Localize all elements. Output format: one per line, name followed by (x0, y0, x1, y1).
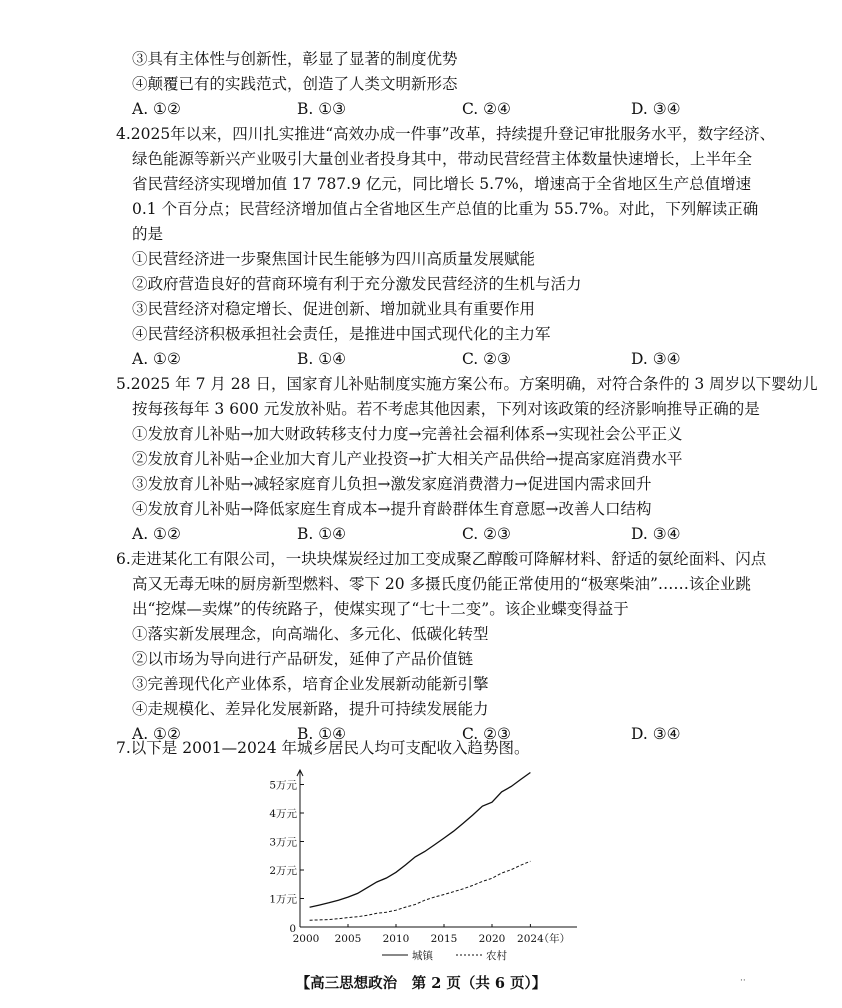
y-tick-label: 4万元 (269, 808, 297, 820)
q6-statement-4: ④走规模化、差异化发展新路，提升可持续发展能力 (132, 700, 489, 718)
q5-stem-line-2: 按每孩每年 3 600 元发放补贴。若不考虑其他因素，下列对该政策的经济影响推导正确的是 (132, 400, 760, 418)
q5-option-a: A. ①② (132, 525, 181, 543)
legend-label-urban: 城镇 (412, 950, 433, 962)
q4-stem-line-4: 0.1 个百分点；民营经济增加值占全省地区生产总值的比重为 55.7%。对此，下列解读正确 (132, 200, 759, 218)
q5-statement-4: ④发放育儿补贴→降低家庭生育成本→提升育龄群体生育意愿→改善人口结构 (132, 500, 652, 518)
q6-option-a: A. ①② (132, 725, 181, 743)
x-tick-label: 2005 (334, 933, 362, 945)
legend-label-rural: 农村 (486, 950, 507, 962)
q3-statement-4: ④颠覆已有的实践范式，创造了人类文明新形态 (132, 75, 458, 93)
q3-option-a: A. ①② (132, 100, 181, 118)
q4-statement-4: ④民营经济积极承担社会责任，是推进中国式现代化的主力军 (132, 325, 551, 343)
q5-option-c: C. ②③ (462, 525, 511, 543)
q5-statement-1: ①发放育儿补贴→加大财政转移支付力度→完善社会福利体系→实现社会公平正义 (132, 425, 683, 443)
q6-stem-line-1: 6.走进某化工有限公司，一块块煤炭经过加工变成聚乙醇酸可降解材料、舒适的氨纶面料、闪点 (116, 550, 767, 568)
q5-statement-3: ③发放育儿补贴→减轻家庭育儿负担→激发家庭消费潜力→促进国内需求回升 (132, 475, 652, 493)
corner-mark: ·· (740, 976, 746, 986)
x-tick-label: 2024 (517, 933, 544, 945)
q4-option-c: C. ②③ (462, 350, 511, 368)
q4-statement-3: ③民营经济对稳定增长、促进创新、增加就业具有重要作用 (132, 300, 536, 318)
q4-stem-line-5: 的是 (132, 225, 164, 243)
q6-stem-line-3: 出“挖煤—卖煤”的传统路子，使煤实现了“七十二变”。该企业蝶变得益于 (132, 600, 629, 618)
q4-statement-1: ①民营经济进一步聚焦国计民生能够为四川高质量发展赋能 (132, 250, 536, 268)
y-tick-label: 3万元 (269, 836, 297, 849)
y-tick-label: 2万元 (269, 865, 297, 877)
q5-statement-2: ②发放育儿补贴→企业加大育儿产业投资→扩大相关产品供给→提高家庭消费水平 (132, 450, 683, 468)
q3-option-d: D. ③④ (631, 100, 681, 118)
q4-option-a: A. ①② (132, 350, 181, 368)
q4-statement-2: ②政府营造良好的营商环境有利于充分激发民营经济的生机与活力 (132, 275, 582, 293)
q6-stem-line-2: 高又无毒无味的厨房新型燃料、零下 20 多摄氏度仍能正常使用的“极寒柴油”……该企业跳 (132, 575, 751, 593)
q4-stem-line-1: 4.2025年以来，四川扎实推进“高效办成一件事”改革，持续提升登记审批服务水平，数字经济、 (116, 125, 776, 143)
x-tick-label: 2010 (382, 933, 410, 945)
y-tick-label: 1万元 (269, 893, 297, 906)
q5-stem-line-1: 5.2025 年 7 月 28 日，国家育儿补贴制度实施方案公布。方案明确，对符合条件的 3 周岁以下婴幼儿 (116, 375, 818, 393)
x-axis-label: （年） (538, 933, 571, 945)
q4-option-d: D. ③④ (631, 350, 681, 368)
q5-option-d: D. ③④ (631, 525, 681, 543)
q6-statement-2: ②以市场为导向进行产品研发，延伸了产品价值链 (132, 650, 474, 668)
q3-option-c: C. ②④ (462, 100, 511, 118)
x-tick-label: 2020 (478, 933, 506, 945)
series-line-rural (310, 861, 531, 920)
q4-stem-line-3: 省民营经济实现增加值 17 787.9 亿元，同比增长 5.7%，增速高于全省地区生产总值增速 (132, 175, 752, 193)
income-trend-chart (262, 762, 612, 972)
y-tick-label: 5万元 (269, 779, 297, 792)
q4-stem-line-2: 绿色能源等新兴产业吸引大量创业者投身其中，带动民营经营主体数量快速增长，上半年全 (132, 150, 753, 168)
q6-statement-1: ①落实新发展理念，向高端化、多元化、低碳化转型 (132, 625, 489, 643)
series-line-urban (310, 773, 531, 908)
q6-option-b: B. ①④ (297, 725, 347, 743)
q3-option-b: B. ①③ (297, 100, 347, 118)
q6-option-d: D. ③④ (631, 725, 681, 743)
x-tick-label: 2015 (430, 933, 458, 945)
x-tick-label: 2000 (292, 933, 320, 945)
q6-statement-3: ③完善现代化产业体系，培育企业发展新动能新引擎 (132, 675, 489, 693)
q5-option-b: B. ①④ (297, 525, 347, 543)
q6-option-c: C. ②③ (462, 725, 511, 743)
page-footer: 【高三思想政治 第 2 页（共 6 页）】 (295, 975, 547, 992)
q4-option-b: B. ①④ (297, 350, 347, 368)
q3-statement-3: ③具有主体性与创新性，彰显了显著的制度优势 (132, 50, 458, 68)
origin-label: 0 (289, 923, 296, 935)
q7-stem: 7.以下是 2001—2024 年城乡居民人均可支配收入趋势图。 (116, 739, 530, 757)
